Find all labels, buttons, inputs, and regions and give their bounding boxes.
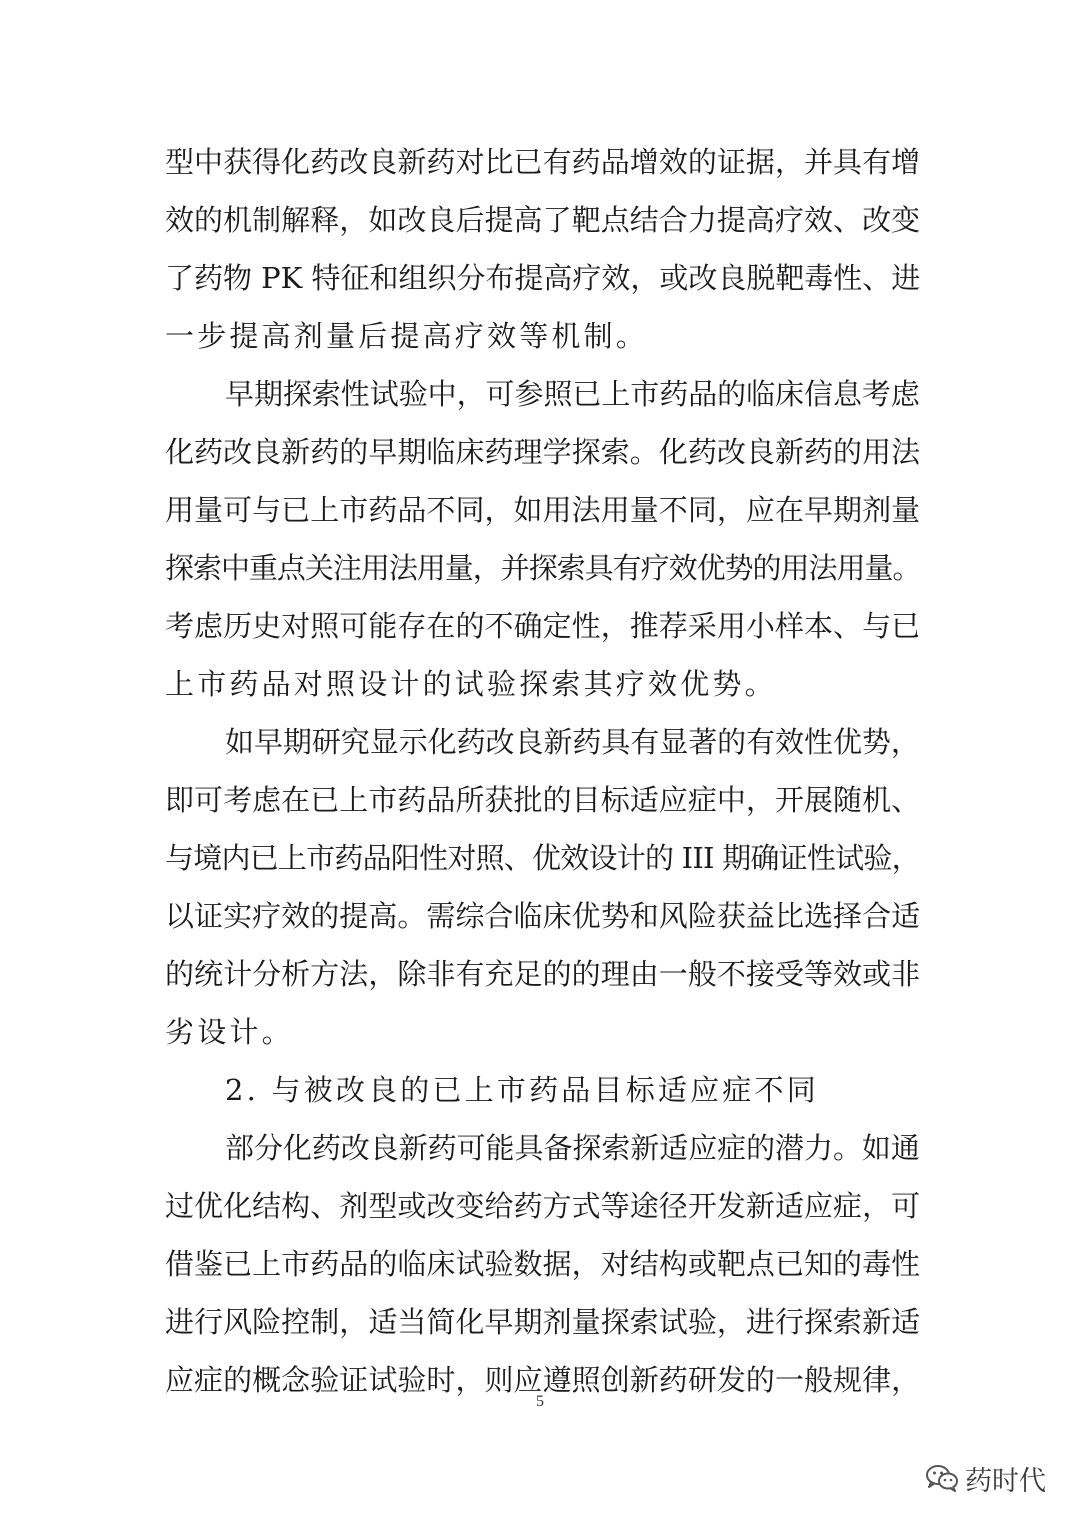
text-line: 部分化药改良新药可能具备探索新适应症的潜力。如通 <box>225 1131 920 1165</box>
document-body <box>165 133 920 1409</box>
text-line: 化药改良新药的早期临床药理学探索。化药改良新药的用法 <box>165 435 921 469</box>
text-line: 即可考虑在已上市药品所获批的目标适应症中，开展随机、 <box>165 783 921 817</box>
text-line: 型中获得化药改良新药对比已有药品增效的证据，并具有增 <box>165 145 921 179</box>
watermark <box>925 1458 1046 1498</box>
text-line: 的统计分析方法，除非有充足的的理由一般不接受等效或非 <box>165 957 921 991</box>
text-line: 了药物 PK 特征和组织分布提高疗效，或改良脱靶毒性、进 <box>165 261 921 295</box>
text-line: 用量可与已上市药品不同，如用法用量不同，应在早期剂量 <box>165 493 921 527</box>
text-line: 应症的概念验证试验时，则应遵照创新药研发的一般规律， <box>165 1363 921 1397</box>
text-line: 过优化结构、剂型或改变给药方式等途径开发新适应症，可 <box>165 1189 921 1223</box>
text-line: 与境内已上市药品阳性对照、优效设计的 III 期确证性试验， <box>165 841 920 875</box>
text-line: 效的机制解释，如改良后提高了靶点结合力提高疗效、改变 <box>165 203 921 237</box>
text-line: 探索中重点关注用法用量，并探索具有疗效优势的用法用量。 <box>165 551 921 585</box>
text-line: 劣设计。 <box>165 1015 294 1049</box>
text-line: 借鉴已上市药品的临床试验数据，对结构或靶点已知的毒性 <box>165 1247 921 1281</box>
wechat-icon <box>925 1464 959 1492</box>
text-line: 2. 与被改良的已上市药品目标适应症不同 <box>225 1073 819 1107</box>
watermark-label: 药时代 <box>965 1465 1046 1497</box>
text-line: 上市药品对照设计的试验探索其疗效优势。 <box>165 667 777 701</box>
text-line: 考虑历史对照可能存在的不确定性，推荐采用小样本、与已 <box>165 609 921 643</box>
text-line: 早期探索性试验中，可参照已上市药品的临床信息考虑 <box>225 377 920 411</box>
text-line: 如早期研究显示化药改良新药具有显著的有效性优势， <box>225 725 920 759</box>
page-number: 5 <box>536 1393 544 1410</box>
text-line: 以证实疗效的提高。需综合临床优势和风险获益比选择合适 <box>165 899 921 933</box>
text-line: 进行风险控制，适当简化早期剂量探索试验，进行探索新适 <box>165 1305 921 1339</box>
text-line: 一步提高剂量后提高疗效等机制。 <box>165 319 649 353</box>
